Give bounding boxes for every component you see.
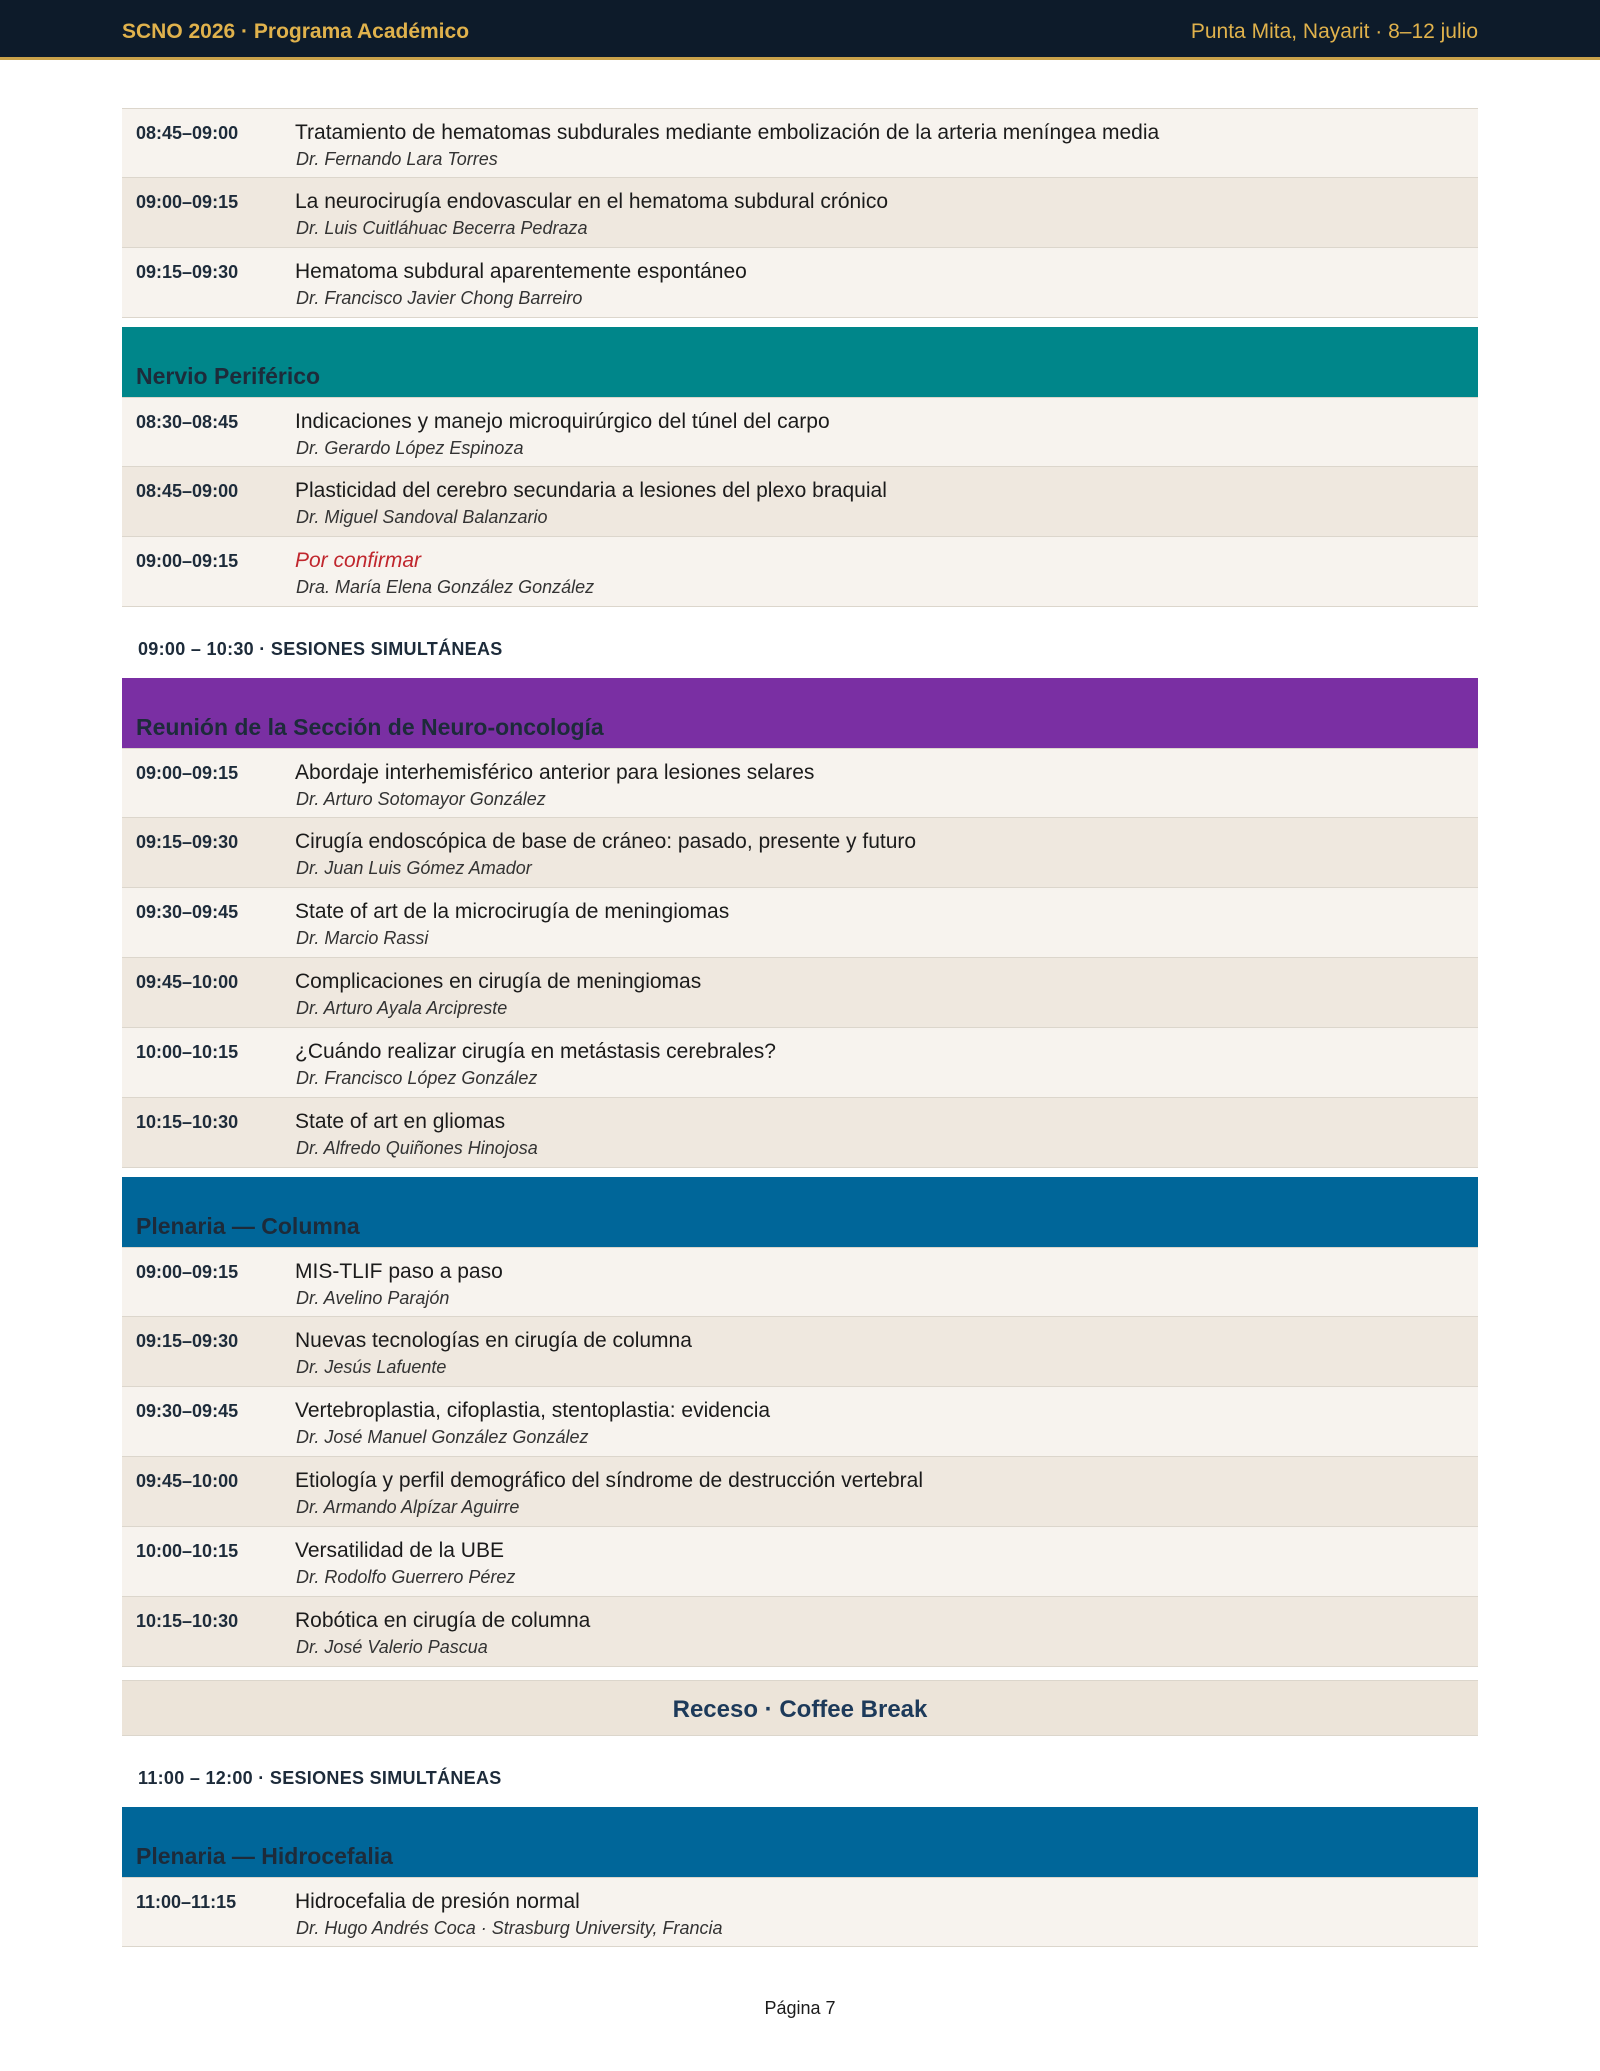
time-slot-label: 11:00 – 12:00 · SESIONES SIMULTÁNEAS [138,1768,502,1788]
coffee-break-banner [122,1680,1478,1736]
session-time: 09:00–09:15 [136,551,239,571]
session-time: 08:45–09:00 [136,481,239,501]
session-speaker: Dr. Avelino Parajón [296,1288,450,1308]
session-time: 08:45–09:00 [136,123,239,143]
session-title: Nuevas tecnologías en cirugía de columna [295,1329,692,1352]
session-title: Indicaciones y manejo microquirúrgico del túnel del carpo [295,410,830,433]
section-header [122,1177,1478,1247]
session-time: 10:15–10:30 [136,1112,239,1132]
session-speaker: Dr. Miguel Sandoval Balanzario [296,507,548,527]
section-header [122,327,1478,397]
section-title: Plenaria — Hidrocefalia [136,1843,393,1869]
time-slot-heading [122,607,1478,669]
session-title: Tratamiento de hematomas subdurales mediante embolización de la arteria meníngea media [295,121,1160,144]
session-speaker: Dr. Hugo Andrés Coca · Strasburg University, Francia [296,1918,723,1938]
session-speaker: Dra. María Elena González González [296,577,595,597]
program-row [122,1098,1478,1168]
time-slot-heading [122,1736,1478,1798]
session-time: 08:30–08:45 [136,412,239,432]
program-row [122,108,1478,178]
program-row [122,467,1478,537]
session-title: State of art de la microcirugía de meningiomas [295,900,730,923]
session-title: MIS-TLIF paso a paso [295,1260,503,1283]
program-row [122,537,1478,607]
section-title: Reunión de la Sección de Neuro-oncología [136,714,604,740]
session-speaker: Dr. Luis Cuitláhuac Becerra Pedraza [296,218,588,238]
session-speaker: Dr. José Manuel González González [296,1427,589,1447]
session-title: Hematoma subdural aparentemente espontáneo [295,260,747,283]
session-title: Complicaciones en cirugía de meningiomas [295,970,702,993]
section-title: Plenaria — Columna [136,1213,360,1239]
page-header [0,0,1600,60]
session-speaker: Dr. Arturo Sotomayor González [296,789,546,809]
session-speaker: Dr. José Valerio Pascua [296,1637,488,1657]
session-time: 09:15–09:30 [136,1331,239,1351]
session-title: State of art en gliomas [295,1110,506,1133]
program-row [122,1527,1478,1597]
program-row [122,1597,1478,1667]
program-row [122,958,1478,1028]
session-title: ¿Cuándo realizar cirugía en metástasis cerebrales? [295,1040,776,1063]
session-speaker: Dr. Rodolfo Guerrero Pérez [296,1567,516,1587]
header-title: SCNO 2026 · Programa Académico [122,20,470,43]
program-row [122,1247,1478,1317]
session-title: Plasticidad del cerebro secundaria a lesiones del plexo braquial [295,479,887,502]
page-number: Página 7 [764,1998,836,2018]
session-title-pending: Por confirmar [295,549,422,572]
session-time: 09:30–09:45 [136,902,239,922]
session-speaker: Dr. Francisco Javier Chong Barreiro [296,288,583,308]
section-title: Nervio Periférico [136,363,321,389]
session-time: 09:45–10:00 [136,1471,239,1491]
program-row [122,748,1478,818]
session-time: 09:45–10:00 [136,972,239,992]
time-slot-label: 09:00 – 10:30 · SESIONES SIMULTÁNEAS [138,639,503,659]
program-row [122,1877,1478,1947]
program-row [122,1457,1478,1527]
program-row [122,1317,1478,1387]
session-time: 09:00–09:15 [136,763,239,783]
session-title: Versatilidad de la UBE [295,1539,504,1562]
program-row [122,1028,1478,1098]
session-time: 10:00–10:15 [136,1042,239,1062]
program-row [122,397,1478,467]
session-speaker: Dr. Jesús Lafuente [296,1357,447,1377]
session-title: La neurocirugía endovascular en el hematoma subdural crónico [295,190,889,213]
session-time: 09:00–09:15 [136,192,239,212]
session-title: Etiología y perfil demográfico del síndrome de destrucción vertebral [295,1469,923,1492]
session-speaker: Dr. Francisco López González [296,1068,538,1088]
session-title: Vertebroplastia, cifoplastia, stentoplastia: evidencia [295,1399,771,1422]
session-speaker: Dr. Alfredo Quiñones Hinojosa [296,1138,538,1158]
session-speaker: Dr. Gerardo López Espinoza [296,438,524,458]
session-time: 09:15–09:30 [136,262,239,282]
program-row [122,888,1478,958]
session-speaker: Dr. Juan Luis Gómez Amador [296,858,532,878]
session-speaker: Dr. Armando Alpízar Aguirre [296,1497,520,1517]
session-speaker: Dr. Arturo Ayala Arcipreste [296,998,508,1018]
session-title: Cirugía endoscópica de base de cráneo: pasado, presente y futuro [295,830,917,853]
session-time: 10:00–10:15 [136,1541,239,1561]
session-speaker: Dr. Fernando Lara Torres [296,149,498,169]
session-time: 10:15–10:30 [136,1611,239,1631]
program-row [122,178,1478,248]
session-title: Hidrocefalia de presión normal [295,1890,580,1913]
session-time: 09:15–09:30 [136,832,239,852]
header-location: Punta Mita, Nayarit · 8–12 julio [1190,20,1478,43]
session-time: 09:30–09:45 [136,1401,239,1421]
program-content [122,108,1478,1947]
program-row [122,818,1478,888]
session-title: Abordaje interhemisférico anterior para lesiones selares [295,761,815,784]
session-time: 09:00–09:15 [136,1262,239,1282]
program-row [122,248,1478,318]
section-header [122,678,1478,748]
session-title: Robótica en cirugía de columna [295,1609,591,1632]
session-speaker: Dr. Marcio Rassi [296,928,429,948]
section-header [122,1807,1478,1877]
break-label: Receso · Coffee Break [672,1696,928,1723]
program-row [122,1387,1478,1457]
session-time: 11:00–11:15 [136,1892,237,1912]
